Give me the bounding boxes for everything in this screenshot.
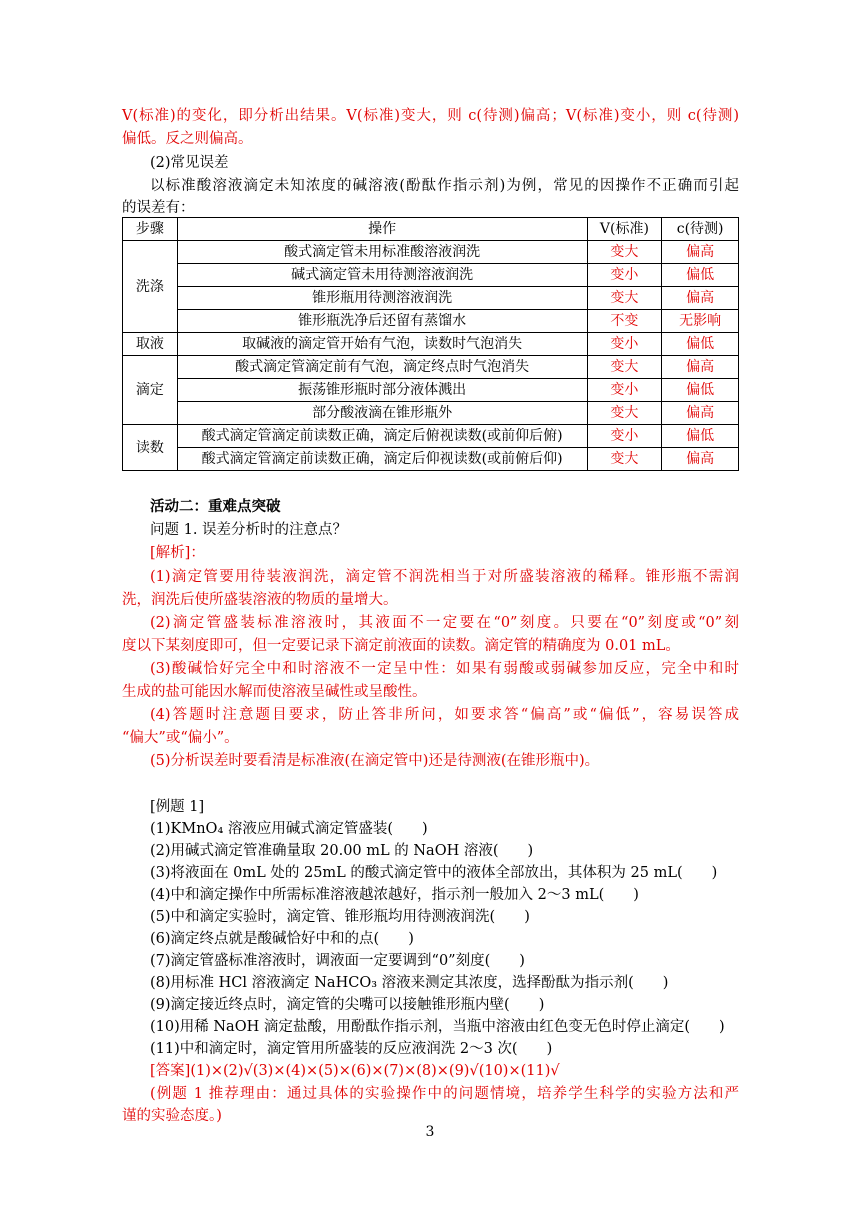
analysis-point-2-line-2: 度以下某刻度即可，但一定要记录下滴定前液面的读数。滴定管的精确度为 0.01 mL。: [122, 638, 680, 654]
v-cell: 变小: [587, 264, 662, 287]
example-item-6: (6)滴定终点就是酸碱恰好中和的点( ): [150, 931, 414, 947]
activity-title: 活动二：重难点突破: [150, 498, 281, 515]
header-operation: 操作: [177, 218, 587, 241]
example-title: [例题 1]: [150, 799, 205, 815]
table-description-2: 的误差有：: [122, 200, 195, 216]
c-cell: 偏低: [662, 379, 739, 402]
operation-cell: 酸式滴定管未用标准酸溶液润洗: [177, 241, 587, 264]
analysis-point-1-line-1: (1)滴定管要用待装液润洗，滴定管不润洗相当于对所盛装溶液的稀释。锥形瓶不需润: [150, 569, 739, 585]
example-answer: [答案](1)×(2)√(3)×(4)×(5)×(6)×(7)×(8)×(9)√(10)×(11)√: [150, 1063, 560, 1079]
operation-cell: 取碱液的滴定管开始有气泡，读数时气泡消失: [177, 333, 587, 356]
v-cell: 不变: [587, 310, 662, 333]
table-row: [123, 310, 739, 333]
v-cell: 变大: [587, 356, 662, 379]
step-cell: 取液: [123, 333, 178, 356]
table-row: [123, 241, 739, 264]
c-cell: 偏高: [662, 356, 739, 379]
operation-cell: 碱式滴定管未用待测溶液润洗: [177, 264, 587, 287]
c-cell: 偏高: [662, 448, 739, 471]
header-c-test: c(待测): [662, 218, 739, 241]
example-reason-line-1: (例题 1 推荐理由：通过具体的实验操作中的问题情境，培养学生科学的实验方法和严: [150, 1086, 739, 1102]
example-item-1: (1)KMnO₄ 溶液应用碱式滴定管盛装( ): [150, 821, 428, 837]
v-cell: 变小: [587, 379, 662, 402]
section-heading: (2)常见误差: [150, 155, 229, 171]
table-row: [123, 402, 739, 425]
table-row: [123, 379, 739, 402]
example-item-5: (5)中和滴定实验时，滴定管、锥形瓶均用待测液润洗( ): [150, 909, 530, 925]
example-item-10: (10)用稀 NaOH 滴定盐酸，用酚酞作指示剂，当瓶中溶液由红色变无色时停止滴定( ): [150, 1019, 725, 1035]
table-description-1: 以标准酸溶液滴定未知浓度的碱溶液(酚酞作指示剂)为例，常见的因操作不正确而引起: [150, 178, 739, 194]
analysis-point-2-line-1: (2)滴定管盛装标准溶液时，其液面不一定要在“0”刻度。只要在“0”刻度或“0”刻: [150, 615, 739, 631]
table-row: [123, 264, 739, 287]
operation-cell: 酸式滴定管滴定前读数正确，滴定后仰视读数(或前俯后仰): [177, 448, 587, 471]
table-row: [123, 448, 739, 471]
question-1: 问题 1. 误差分析时的注意点？: [150, 522, 348, 538]
operation-cell: 振荡锥形瓶时部分液体溅出: [177, 379, 587, 402]
c-cell: 偏低: [662, 264, 739, 287]
v-cell: 变大: [587, 287, 662, 310]
table-row: [123, 356, 739, 379]
step-cell: 洗涤: [123, 241, 178, 333]
analysis-point-3-line-1: (3)酸碱恰好完全中和时溶液不一定呈中性：如果有弱酸或弱碱参加反应，完全中和时: [150, 661, 739, 677]
analysis-point-3-line-2: 生成的盐可能因水解而使溶液呈碱性或呈酸性。: [122, 684, 427, 700]
analysis-point-1-line-2: 洗，润洗后使所盛装溶液的物质的量增大。: [122, 592, 398, 608]
operation-cell: 锥形瓶洗净后还留有蒸馏水: [177, 310, 587, 333]
c-cell: 偏高: [662, 402, 739, 425]
v-cell: 变小: [587, 425, 662, 448]
step-cell: 读数: [123, 425, 178, 471]
example-item-8: (8)用标准 HCl 溶液滴定 NaHCO₃ 溶液来测定其浓度，选择酚酞为指示剂( ): [150, 975, 669, 991]
c-cell: 偏低: [662, 333, 739, 356]
v-cell: 变大: [587, 448, 662, 471]
example-item-7: (7)滴定管盛标准溶液时，调液面一定要调到“0”刻度( ): [150, 953, 525, 969]
example-reason-line-2: 谨的实验态度。): [122, 1108, 222, 1124]
v-cell: 变大: [587, 402, 662, 425]
table-row: [123, 425, 739, 448]
table-row: [123, 333, 739, 356]
v-cell: 变小: [587, 333, 662, 356]
example-item-4: (4)中和滴定操作中所需标准溶液越浓越好，指示剂一般加入 2～3 mL( ): [150, 887, 639, 903]
table-row: [123, 287, 739, 310]
example-item-2: (2)用碱式滴定管准确量取 20.00 mL 的 NaOH 溶液( ): [150, 843, 534, 859]
operation-cell: 酸式滴定管滴定前读数正确，滴定后俯视读数(或前仰后俯): [177, 425, 587, 448]
c-cell: 偏高: [662, 241, 739, 264]
intro-line-2: 偏低。反之则偏高。: [122, 131, 253, 147]
operation-cell: 锥形瓶用待测溶液润洗: [177, 287, 587, 310]
example-item-9: (9)滴定接近终点时，滴定管的尖嘴可以接触锥形瓶内壁( ): [150, 997, 545, 1013]
step-cell: 滴定: [123, 356, 178, 425]
example-item-3: (3)将液面在 0mL 处的 25mL 的酸式滴定管中的液体全部放出，其体积为 25 mL( ): [150, 865, 718, 881]
analysis-label: [解析]：: [150, 545, 205, 561]
analysis-point-4-line-2: “偏大”或“偏小”。: [122, 730, 239, 746]
example-item-11: (11)中和滴定时，滴定管用所盛装的反应液润洗 2～3 次( ): [150, 1041, 553, 1057]
table-header-row: [123, 218, 739, 241]
error-analysis-table: [122, 217, 739, 471]
operation-cell: 部分酸液滴在锥形瓶外: [177, 402, 587, 425]
header-v-standard: V(标准): [587, 218, 662, 241]
intro-line-1: V(标准)的变化，即分析出结果。V(标准)变大，则 c(待测)偏高；V(标准)变小，则 c(待测): [122, 108, 739, 124]
analysis-point-5: (5)分析误差时要看清是标准液(在滴定管中)还是待测液(在锥形瓶中)。: [150, 753, 600, 769]
operation-cell: 酸式滴定管滴定前有气泡，滴定终点时气泡消失: [177, 356, 587, 379]
header-step: 步骤: [123, 218, 178, 241]
c-cell: 偏低: [662, 425, 739, 448]
page-number: 3: [425, 1124, 435, 1140]
c-cell: 无影响: [662, 310, 739, 333]
analysis-point-4-line-1: (4)答题时注意题目要求，防止答非所问，如要求答“偏高”或“偏低”，容易误答成: [150, 707, 739, 723]
v-cell: 变大: [587, 241, 662, 264]
c-cell: 偏高: [662, 287, 739, 310]
